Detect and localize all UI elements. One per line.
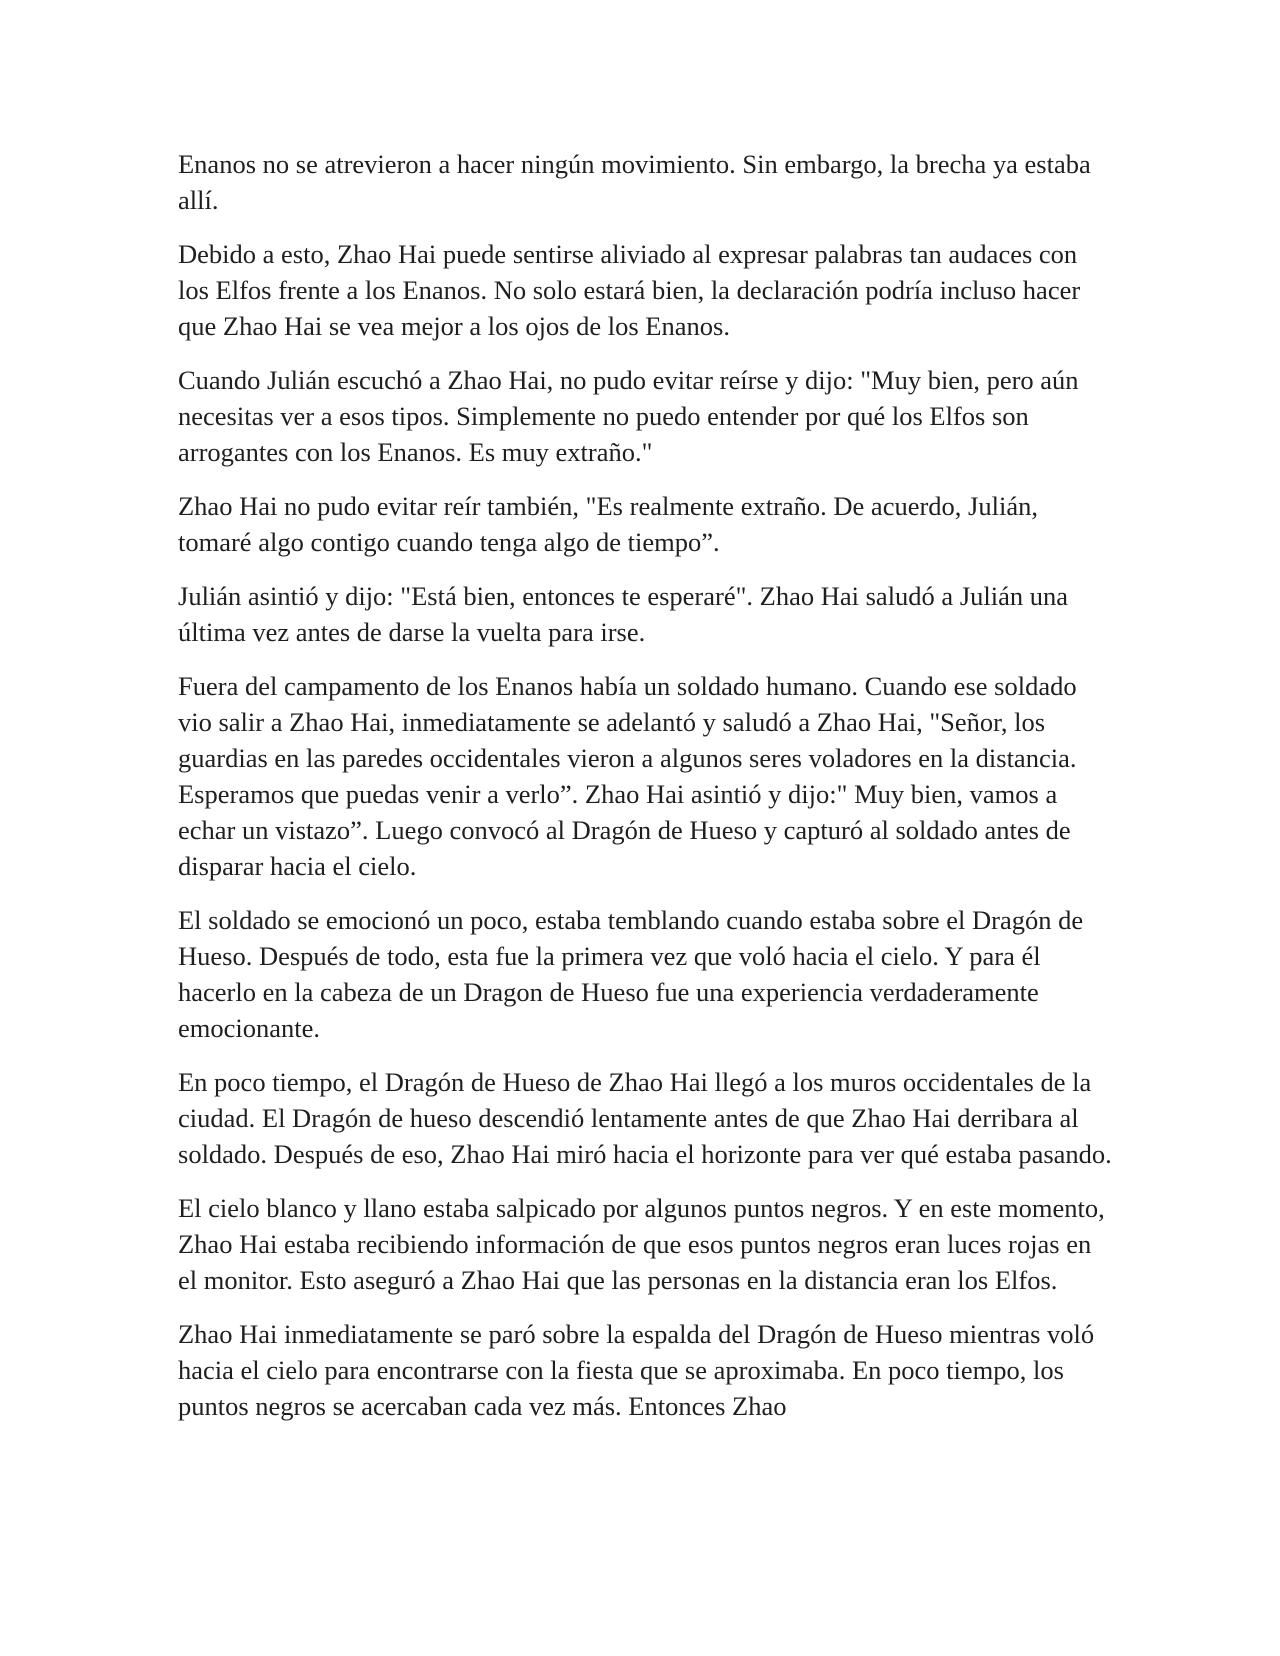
- paragraph-9: El cielo blanco y llano estaba salpicado por algunos puntos negros. Y en este momento, Zhao Hai estaba recibiendo información de que esos puntos negros eran luces rojas en el monitor. Esto aseguró a Zhao Hai que las personas en la distancia eran los Elfos.: [178, 1193, 1105, 1295]
- paragraph-6: Fuera del campamento de los Enanos había un soldado humano. Cuando ese soldado vio salir a Zhao Hai, inmediatamente se adelantó y saludó a Zhao Hai, "Señor, los guardias en las paredes occidentales vieron a algunos seres voladores en la distancia. Esperamos que puedas venir a verlo”. Zhao Hai asintió y dijo:" Muy bien, vamos a echar un vistazo”. Luego convocó al Dragón de Hueso y capturó al soldado antes de disparar hacia el cielo.: [178, 671, 1077, 881]
- paragraph-3: Cuando Julián escuchó a Zhao Hai, no pudo evitar reírse y dijo: "Muy bien, pero aún necesitas ver a esos tipos. Simplemente no puedo entender por qué los Elfos son arrogantes con los Enanos. Es muy extraño.": [178, 365, 1079, 467]
- paragraph-1: Enanos no se atrevieron a hacer ningún movimiento. Sin embargo, la brecha ya estaba allí.: [178, 149, 1091, 215]
- paragraph-7: El soldado se emocionó un poco, estaba temblando cuando estaba sobre el Dragón de Hueso. Después de todo, esta fue la primera vez que voló hacia el cielo. Y para él hacerlo en la cabeza de un Dragon de Hueso fue una experiencia verdaderamente emocionante.: [178, 905, 1084, 1043]
- paragraph-10: Zhao Hai inmediatamente se paró sobre la espalda del Dragón de Hueso mientras voló hacia el cielo para encontrarse con la fiesta que se aproximaba. En poco tiempo, los puntos negros se acercaban cada vez más. Entonces Zhao: [178, 1319, 1095, 1421]
- paragraph-2: Debido a esto, Zhao Hai puede sentirse aliviado al expresar palabras tan audaces con los Elfos frente a los Enanos. No solo estará bien, la declaración podría incluso hacer que Zhao Hai se vea mejor a los ojos de los Enanos.: [178, 239, 1081, 341]
- paragraph-8: En poco tiempo, el Dragón de Hueso de Zhao Hai llegó a los muros occidentales de la ciudad. El Dragón de hueso descendió lentamente antes de que Zhao Hai derribara al soldado. Después de eso, Zhao Hai miró hacia el horizonte para ver qué estaba pasando.: [178, 1067, 1112, 1169]
- paragraph-4: Zhao Hai no pudo evitar reír también, "Es realmente extraño. De acuerdo, Julián, tomaré algo contigo cuando tenga algo de tiempo”.: [178, 491, 1038, 557]
- paragraph-5: Julián asintió y dijo: "Está bien, entonces te esperaré". Zhao Hai saludó a Julián una última vez antes de darse la vuelta para irse.: [178, 581, 1069, 647]
- text-body: [178, 146, 1113, 1442]
